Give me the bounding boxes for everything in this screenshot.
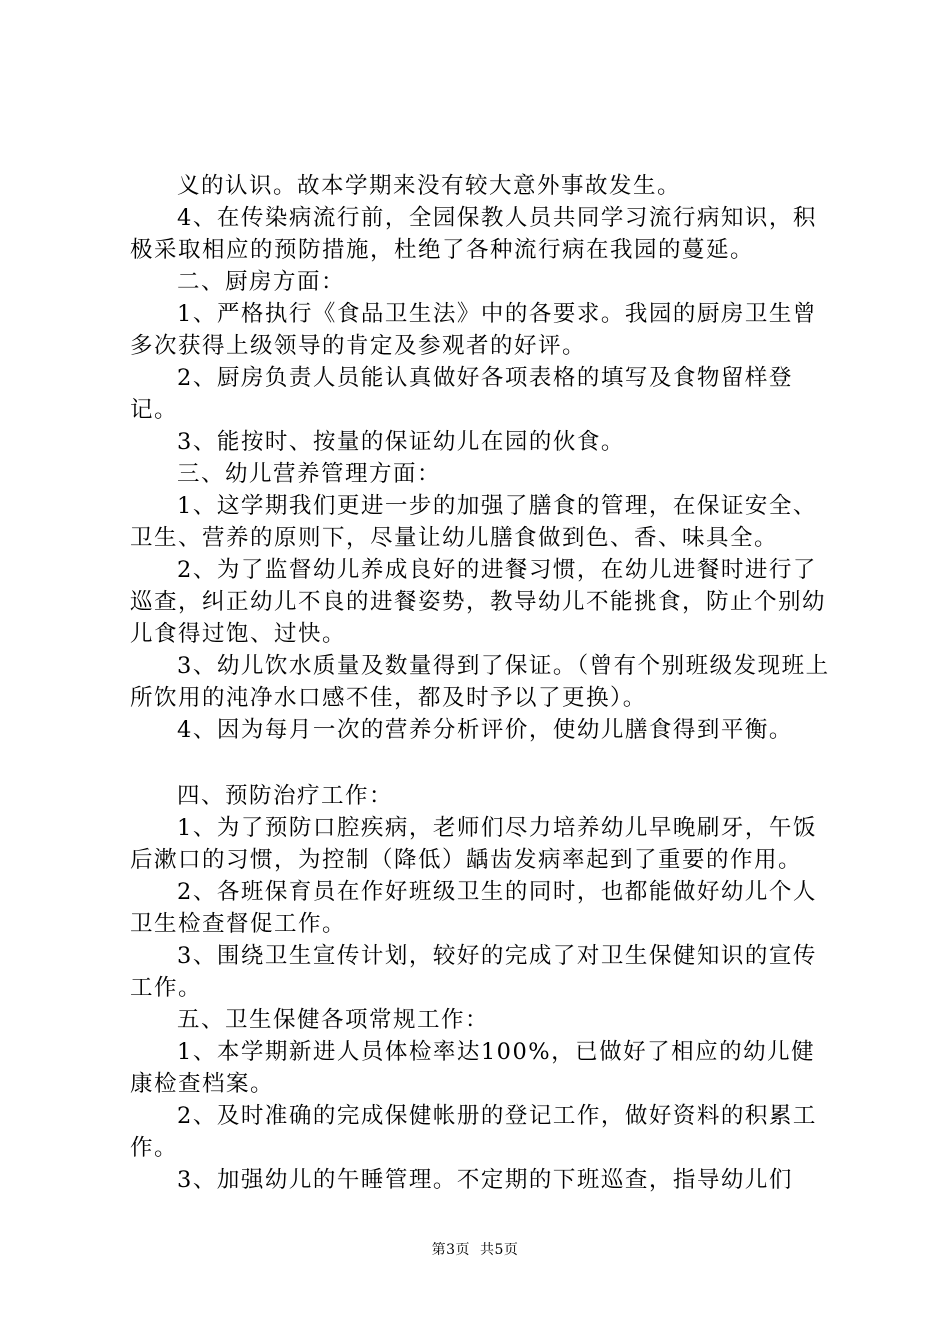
- paragraph: 2、及时准确的完成保健帐册的登记工作，做好资料的积累工作。: [130, 1103, 817, 1161]
- paragraph: 2、各班保育员在作好班级卫生的同时，也都能做好幼儿个人卫生检查督促工作。: [130, 879, 817, 937]
- section-heading-kitchen: 二、厨房方面：: [177, 269, 346, 295]
- paragraph: 1、严格执行《食品卫生法》中的各要求。我园的厨房卫生曾多次获得上级领导的肯定及参观者的好评。: [130, 301, 817, 359]
- document-body: [130, 170, 830, 1196]
- paragraph: 4、在传染病流行前，全园保教人员共同学习流行病知识，积极采取相应的预防措施，杜绝了各种流行病在我园的蔓延。: [130, 205, 817, 263]
- paragraph: 义的认识。故本学期来没有较大意外事故发生。: [177, 173, 682, 199]
- paragraph: 4、因为每月一次的营养分析评价，使幼儿膳食得到平衡。: [177, 717, 793, 743]
- section-heading-routine: 五、卫生保健各项常规工作：: [177, 1007, 490, 1033]
- section-heading-prevention: 四、预防治疗工作：: [177, 783, 394, 809]
- page-number: 第3页: [431, 1242, 470, 1258]
- page-footer: [0, 1240, 950, 1260]
- paragraph: 2、为了监督幼儿养成良好的进餐习惯，在幼儿进餐时进行了巡查，纠正幼儿不良的进餐姿势，教导幼儿不能挑食，防止个别幼儿食得过饱、过快。: [130, 557, 827, 647]
- paragraph: 3、幼儿饮水质量及数量得到了保证。（曾有个别班级发现班上所饮用的沌净水口感不佳，都及时予以了更换）。: [130, 653, 830, 711]
- paragraph: 2、厨房负责人员能认真做好各项表格的填写及食物留样登记。: [130, 365, 793, 423]
- paragraph: 1、本学期新进人员体检率达100%，已做好了相应的幼儿健康检查档案。: [130, 1039, 816, 1097]
- paragraph: 1、这学期我们更进一步的加强了膳食的管理，在保证安全、卫生、营养的原则下，尽量让幼儿膳食做到色、香、味具全。: [130, 493, 817, 551]
- page-total: 共5页: [480, 1242, 519, 1258]
- paragraph: 3、加强幼儿的午睡管理。不定期的下班巡查，指导幼儿们: [177, 1167, 793, 1193]
- section-heading-nutrition: 三、幼儿营养管理方面：: [177, 461, 442, 487]
- paragraph: 3、能按时、按量的保证幼儿在园的伙食。: [177, 429, 625, 455]
- paragraph: 1、为了预防口腔疾病，老师们尽力培养幼儿早晚刷牙，午饭后漱口的习惯，为控制（降低）龋齿发病率起到了重要的作用。: [130, 815, 817, 873]
- blank-line: [130, 746, 830, 780]
- paragraph: 3、围绕卫生宣传计划，较好的完成了对卫生保健知识的宣传工作。: [130, 943, 817, 1001]
